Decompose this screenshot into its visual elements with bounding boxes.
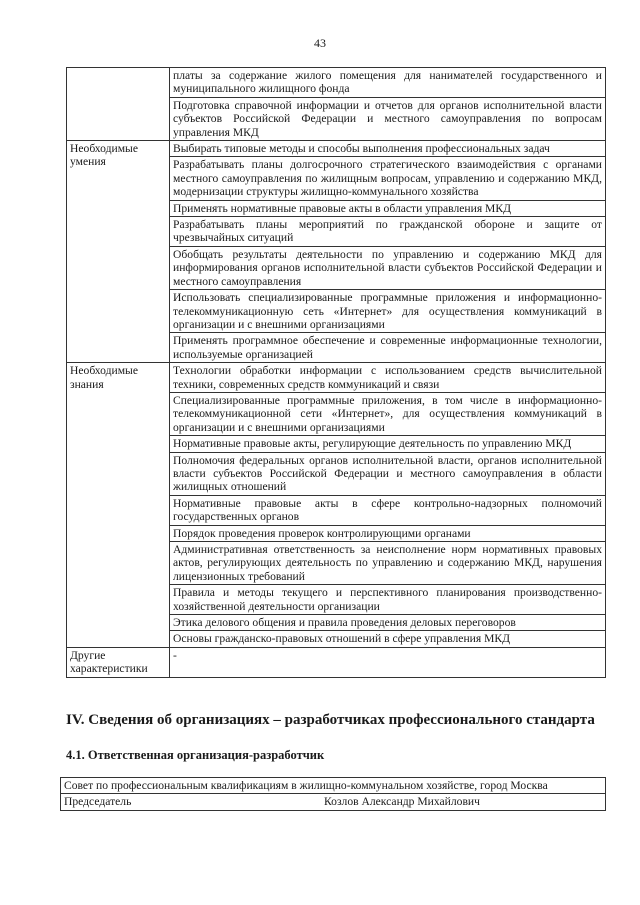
row-description: Полномочия федеральных органов исполнительной власти, органов исполнительной власти субъектов Российской Федерации и местного самоуправления в области жилищных отношений [170,452,606,495]
subsection-title: 4.1. Ответственная организация-разработчик [66,748,325,762]
row-group-label: Необходимые знания [67,363,170,648]
table-row [67,68,606,98]
page-number: 43 [314,36,326,50]
row-description: Основы гражданско-правовых отношений в сфере управления МКД [170,631,606,647]
row-group-label [67,68,170,141]
table-row [67,363,606,393]
row-description: Использовать специализированные программные приложения и информационно-телекоммуникационную сеть «Интернет» для осуществления коммуникаций в организации и с внешними организациями [170,290,606,333]
section-title: IV. Сведения об организациях – разработчиках профессионального стандарта [66,712,595,728]
table-row [67,141,606,157]
organization-chair-row [61,794,606,810]
row-description: - [170,647,606,677]
chair-role: Председатель [64,795,132,809]
organization-name-row [61,778,606,794]
row-group-label: Другие характеристики [67,647,170,677]
row-description: Применять нормативные правовые акты в области управления МКД [170,200,606,216]
row-description: Технологии обработки информации с использованием средств вычислительной техники, современных средств коммуникаций и связи [170,363,606,393]
organization-table [60,777,606,811]
row-description: Правила и методы текущего и перспективного планирования производственно-хозяйственной деятельности организации [170,585,606,615]
organization-name: Совет по профессиональным квалификациям в жилищно-коммунальном хозяйстве, город Москва [61,778,606,794]
chair-name: Козлов Александр Михайлович [324,795,480,809]
row-description: Специализированные программные приложения, в том числе в информационно-телекоммуникационной сети «Интернет», для осуществления коммуникаций в организации и с внешними организациями [170,392,606,435]
row-group-label: Необходимые умения [67,141,170,363]
skills-knowledge-table [66,67,606,678]
row-description: Обобщать результаты деятельности по управлению и содержанию МКД для информирования органов исполнительной власти субъектов Российской Федерации и местного самоуправления [170,246,606,289]
row-description: Разрабатывать планы мероприятий по гражданской обороне и защите от чрезвычайных ситуаций [170,217,606,247]
row-description: Применять программное обеспечение и современные информационные технологии, используемые организацией [170,333,606,363]
row-description: Выбирать типовые методы и способы выполнения профессиональных задач [170,141,606,157]
row-description: Разрабатывать планы долгосрочного стратегического взаимодействия с органами местного самоуправления по жилищным вопросам, управлению и содержанию МКД, модернизации структуры жилищно-коммунального хозяйства [170,157,606,200]
table-body [67,68,606,678]
row-description: Подготовка справочной информации и отчетов для органов исполнительной власти субъектов Российской Федерации и местного самоуправления по вопросам управления МКД [170,97,606,140]
row-description: Этика делового общения и правила проведения деловых переговоров [170,615,606,631]
row-description: Нормативные правовые акты, регулирующие деятельность по управлению МКД [170,436,606,452]
row-description: платы за содержание жилого помещения для нанимателей государственного и муниципального жилищного фонда [170,68,606,98]
table-row [67,647,606,677]
row-description: Порядок проведения проверок контролирующими органами [170,525,606,541]
row-description: Нормативные правовые акты в сфере контрольно-надзорных полномочий государственных органов [170,495,606,525]
row-description: Административная ответственность за неисполнение норм нормативных правовых актов, регулирующих деятельность по управлению и содержанию МКД, нарушения лицензионных требований [170,542,606,585]
organization-chair-cell [61,794,606,810]
